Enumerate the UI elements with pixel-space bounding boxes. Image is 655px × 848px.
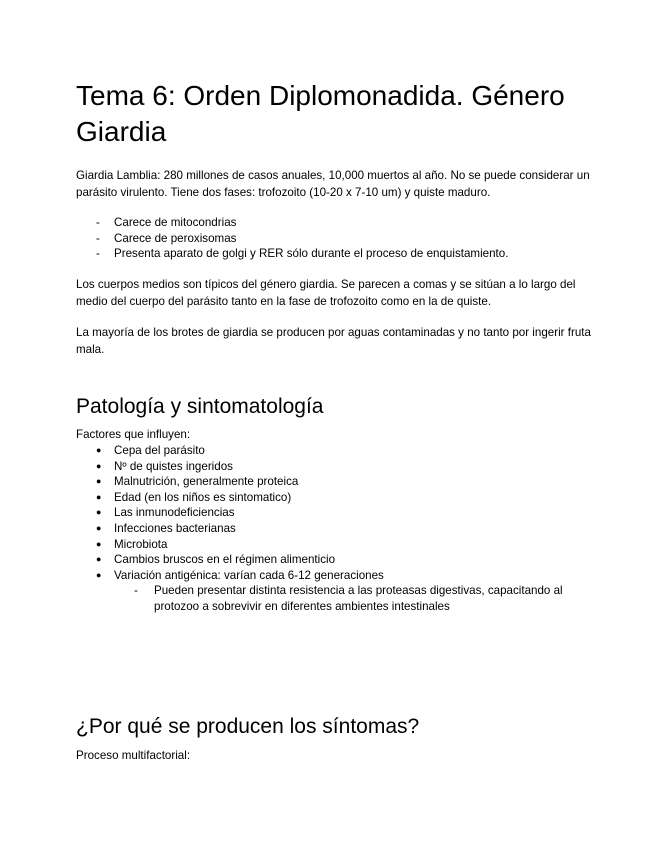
sub-list-item: - Pueden presentar distinta resistencia a las proteasas digestivas, capacitando al protozoo a sobrevivir en diferentes ambientes intestinales bbox=[114, 583, 584, 614]
intro-paragraph: Giardia Lamblia: 280 millones de casos anuales, 10,000 muertos al año. No se puede considerar un parásito virulento. Tiene dos fases: trofozoito (10-20 x 7-10 um) y quiste maduro. bbox=[76, 169, 590, 199]
factors-intro: Factores que influyen: bbox=[76, 428, 191, 441]
list-item: ● Variación antigénica: varían cada 6-12 generaciones bbox=[76, 568, 596, 584]
factors-list bbox=[76, 443, 596, 583]
list-item: ● Infecciones bacterianas bbox=[76, 521, 596, 537]
list-item: ● Las inmunodeficiencias bbox=[76, 505, 596, 521]
list-item: ● Nº de quistes ingeridos bbox=[76, 459, 596, 475]
body-paragraph-brotes: La mayoría de los brotes de giardia se producen por aguas contaminadas y no tanto por ingerir fruta mala. bbox=[76, 326, 591, 356]
process-intro: Proceso multifactorial: bbox=[76, 749, 191, 762]
body-paragraph-cuerpos: Los cuerpos medios son típicos del género giardia. Se parecen a comas y se sitúan a lo largo del medio del cuerpo del parásito tanto en la fase de trofozoito como en la de quiste. bbox=[76, 278, 576, 308]
section-heading-sintomas: ¿Por qué se producen los síntomas? bbox=[76, 715, 420, 738]
list-item: ● Microbiota bbox=[76, 537, 596, 553]
list-item: - Presenta aparato de golgi y RER sólo durante el proceso de enquistamiento. bbox=[76, 246, 596, 262]
list-item: ● Malnutrición, generalmente proteica bbox=[76, 474, 596, 490]
list-item: - Carece de mitocondrias bbox=[76, 215, 596, 231]
list-item: ● Cepa del parásito bbox=[76, 443, 596, 459]
section-heading-patologia: Patología y sintomatología bbox=[76, 395, 324, 418]
features-list bbox=[76, 215, 596, 262]
list-item: - Carece de peroxisomas bbox=[76, 231, 596, 247]
list-item: ● Edad (en los niños es sintomatico) bbox=[76, 490, 596, 506]
list-item: ● Cambios bruscos en el régimen alimenticio bbox=[76, 552, 596, 568]
page-title: Tema 6: Orden Diplomonadida. Género Giardia bbox=[76, 80, 565, 147]
antigenic-sublist bbox=[114, 583, 584, 614]
